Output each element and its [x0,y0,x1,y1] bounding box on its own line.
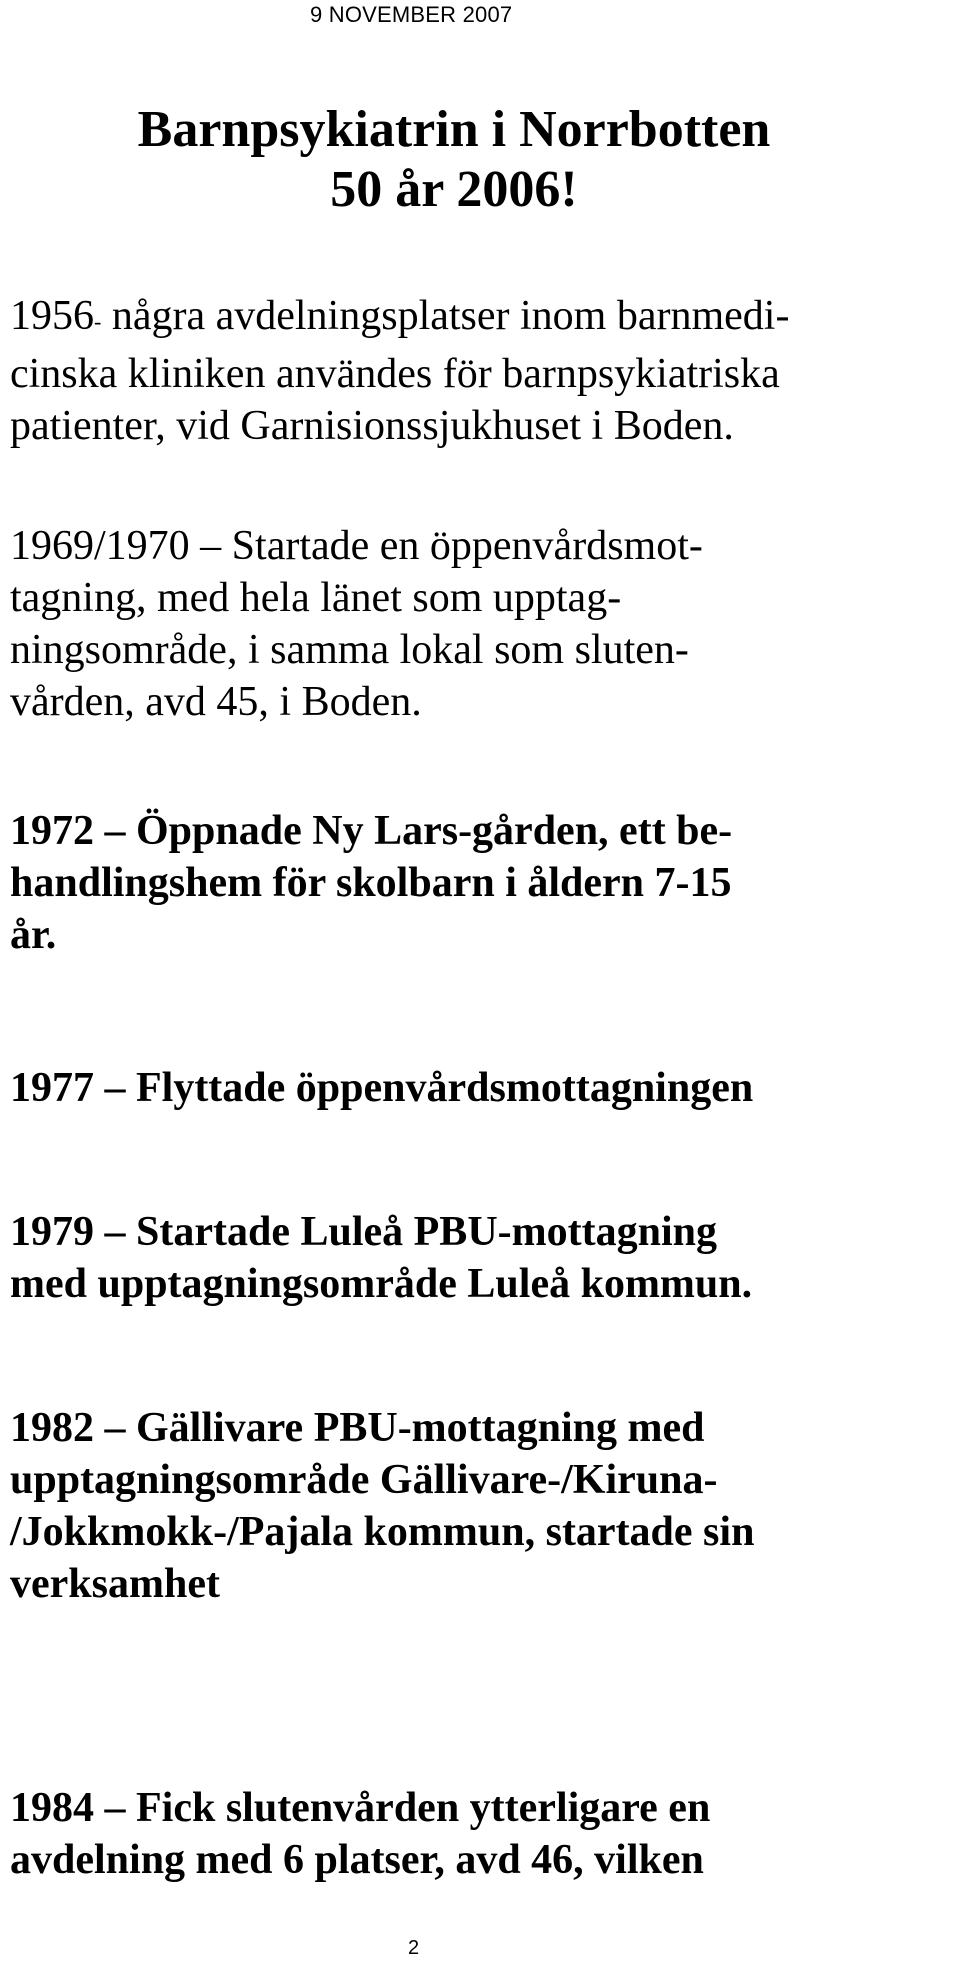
entry-1956 [10,290,960,452]
entry-line: 1977 – Flyttade öppenvårdsmottagningen [10,1065,754,1111]
entry-line [10,290,960,348]
entry-line: verksamhet [10,1561,220,1607]
entry-1979 [10,1206,960,1310]
entry-dash: - [94,309,102,334]
entry-1977 [10,1062,960,1114]
entry-line: /Jokkmokk-/Pajala kommun, startade sin [10,1509,755,1555]
entry-line: vården, avd 45, i Boden. [10,679,422,725]
entry-line: patienter, vid Garnisionssjukhuset i Boden. [10,403,734,449]
entry-1982 [10,1402,960,1610]
entry-1972 [10,805,960,961]
page-number: 2 [408,1937,420,1959]
entry-line: år. [10,912,57,958]
entry-line: tagning, med hela länet som upptag- [10,575,622,621]
entry-line: cinska kliniken användes för barnpsykiatriska [10,351,780,397]
header-date: 9 NOVEMBER 2007 [310,2,513,27]
entry-line: ningsområde, i samma lokal som sluten- [10,627,689,673]
document-title [0,100,908,220]
entry-line: 1969/1970 – Startade en öppenvårdsmot- [10,523,703,569]
entry-line: 1979 – Startade Luleå PBU-mottagning [10,1209,717,1255]
entry-line: 1984 – Fick slutenvården ytterligare en [10,1785,711,1831]
entry-year: 1956 [10,293,94,339]
entry-text: några avdelningsplatser inom barnmedi- [101,293,790,339]
entry-line: 1972 – Öppnade Ny Lars-gården, ett be- [10,808,733,854]
title-line-1: Barnpsykiatrin i Norrbotten [137,101,771,158]
entry-1984 [10,1782,960,1886]
title-line-2: 50 år 2006! [330,161,578,218]
entry-line: avdelning med 6 platser, avd 46, vilken [10,1837,704,1883]
entry-line: upptagningsområde Gällivare-/Kiruna- [10,1457,718,1503]
entry-line: handlingshem för skolbarn i åldern 7-15 [10,860,732,906]
entry-line: med upptagningsområde Luleå kommun. [10,1261,753,1307]
entry-line: 1982 – Gällivare PBU-mottagning med [10,1405,705,1451]
entry-1969 [10,520,960,728]
